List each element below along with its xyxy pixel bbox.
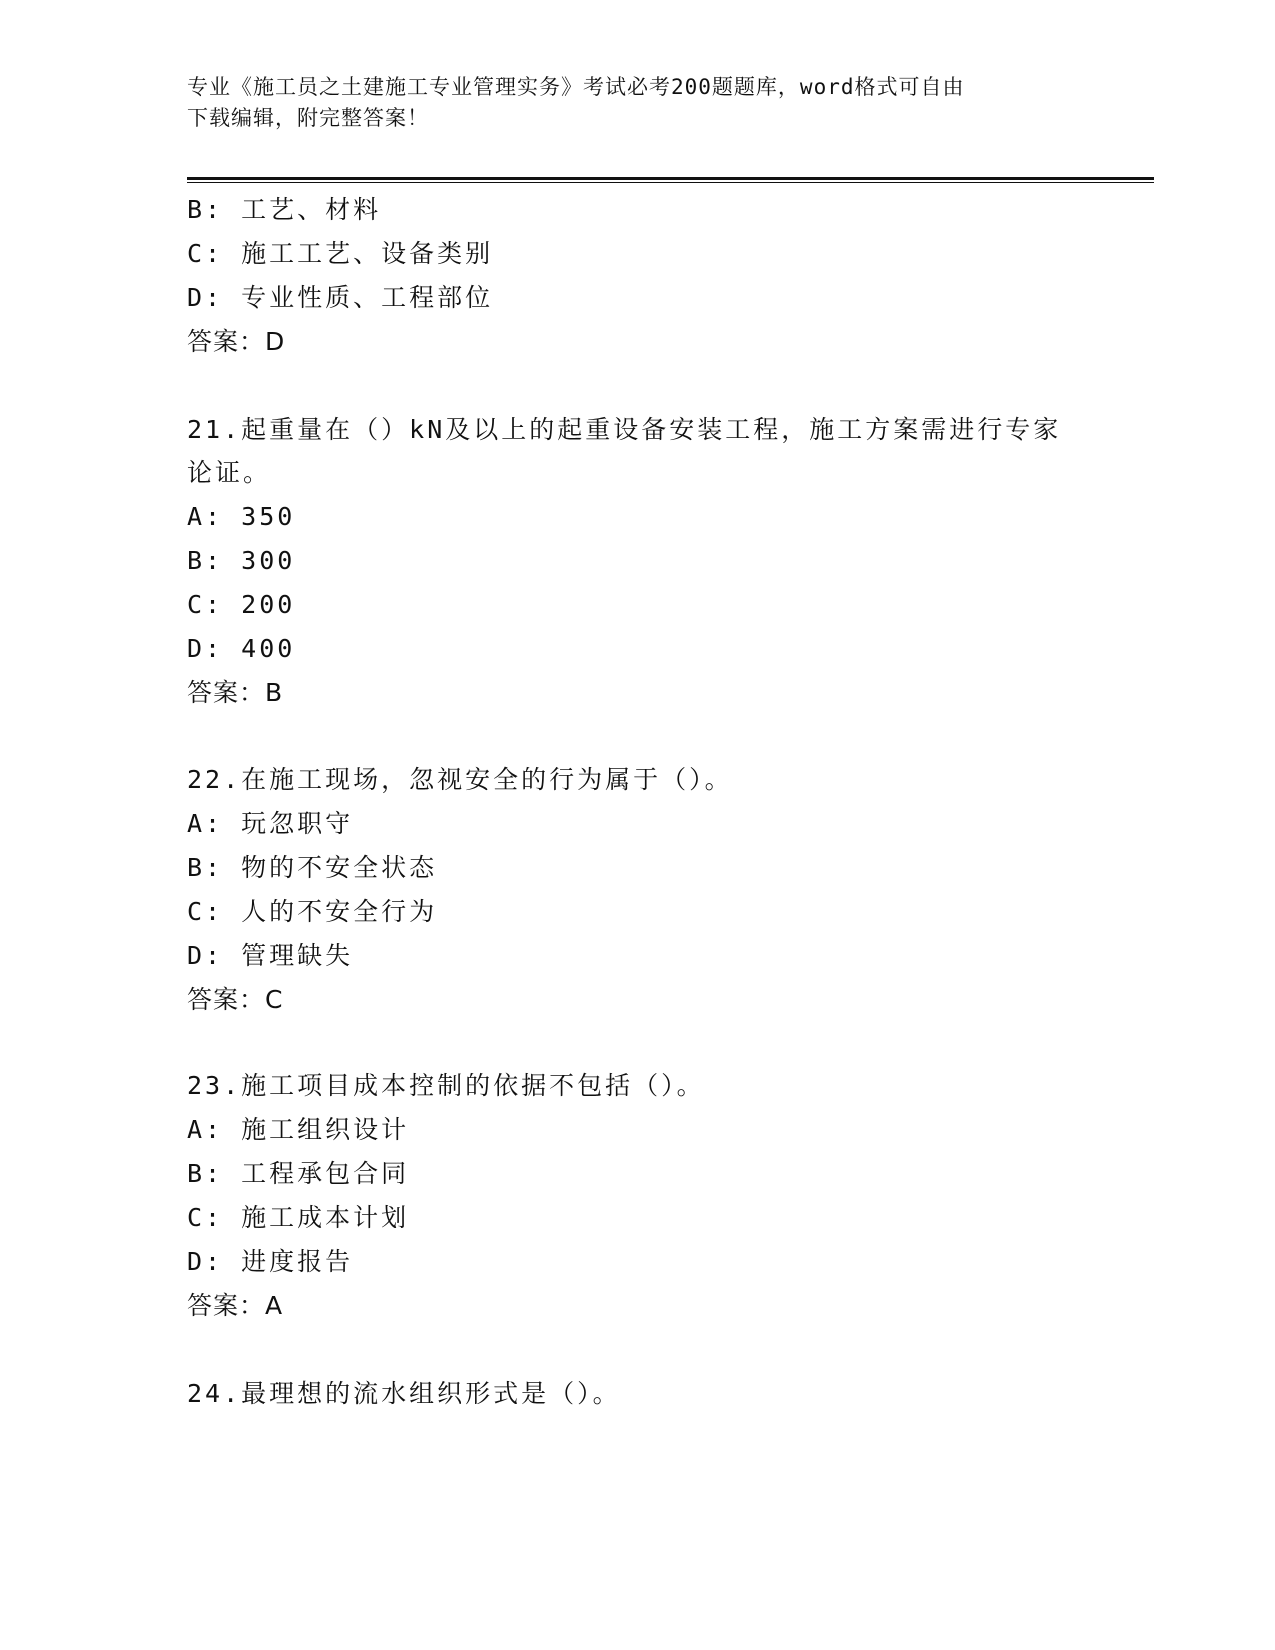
q20-option-c: C: 施工工艺、设备类别 [187, 239, 494, 268]
document-header [187, 72, 1087, 134]
q20-answer: 答案：D [187, 327, 286, 356]
q21-stem-line-1: 21.起重量在（）kN及以上的起重设备安装工程，施工方案需进行专家 [187, 415, 1062, 444]
q22-option-c: C: 人的不安全行为 [187, 897, 438, 926]
q21-answer: 答案：B [187, 678, 284, 707]
q23-answer: 答案：A [187, 1291, 284, 1320]
q23-option-a: A: 施工组织设计 [187, 1115, 410, 1144]
q22-stem: 22.在施工现场，忽视安全的行为属于（）。 [187, 765, 733, 794]
q22-option-b: B: 物的不安全状态 [187, 853, 438, 882]
q22-answer: 答案：C [187, 985, 284, 1014]
q21-option-a: A: 350 [187, 502, 296, 531]
q24-stem: 24.最理想的流水组织形式是（）。 [187, 1379, 621, 1408]
q20-option-d: D: 专业性质、工程部位 [187, 283, 494, 312]
q23-option-b: B: 工程承包合同 [187, 1159, 410, 1188]
q20-option-b: B: 工艺、材料 [187, 195, 382, 224]
q22-option-d: D: 管理缺失 [187, 941, 354, 970]
q23-stem: 23.施工项目成本控制的依据不包括（）。 [187, 1071, 705, 1100]
q21-option-b: B: 300 [187, 546, 296, 575]
q23-option-d: D: 进度报告 [187, 1247, 354, 1276]
header-line-1: 专业《施工员之土建施工专业管理实务》考试必考200题题库，word格式可自由 [187, 75, 965, 99]
q21-option-d: D: 400 [187, 634, 296, 663]
q21-option-c: C: 200 [187, 590, 296, 619]
header-divider-thick [187, 177, 1154, 180]
q22-option-a: A: 玩忽职守 [187, 809, 354, 838]
header-divider-thin [187, 182, 1154, 183]
q23-option-c: C: 施工成本计划 [187, 1203, 410, 1232]
header-line-2: 下载编辑，附完整答案！ [187, 106, 429, 130]
q21-stem-line-2: 论证。 [187, 458, 272, 487]
